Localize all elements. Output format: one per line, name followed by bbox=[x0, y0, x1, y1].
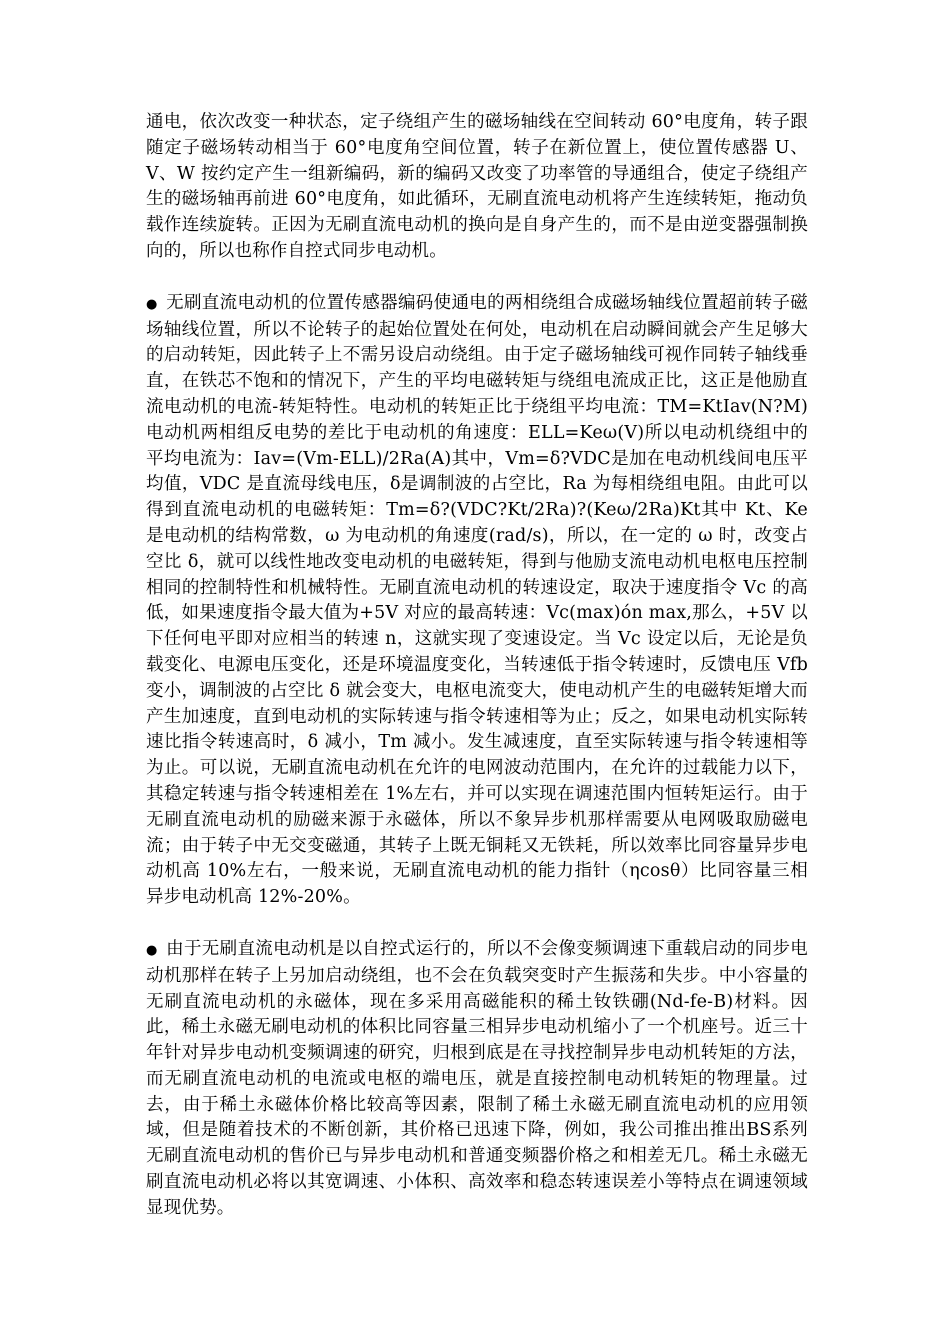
paragraph-1 bbox=[146, 110, 808, 265]
bullet-icon: ● bbox=[146, 942, 158, 958]
paragraph-gap bbox=[146, 265, 808, 291]
paragraph-gap bbox=[146, 911, 808, 937]
paragraph-1-text: 通电，依次改变一种状态，定子绕组产生的磁场轴线在空间转动 60°电度角，转子跟随定子磁场转动相当于 60°电度角空间位置，转子在新位置上，使位置传感器 U、V、W 按约定产生一组新编码，新的编码又改变了功率管的导通组合，使定子绕组产生的磁场轴再前进 60°电度角，如此循环，无刷直流电动机将产生连续转矩，拖动负载作连续旋转。正因为无刷直流电动机的换向是自身产生的，而不是由逆变器强制换向的，所以也称作自控式同步电动机。 bbox=[146, 112, 808, 261]
paragraph-3 bbox=[146, 937, 808, 1222]
bullet-icon: ● bbox=[146, 296, 158, 312]
paragraph-2-text: 无刷直流电动机的位置传感器编码使通电的两相绕组合成磁场轴线位置超前转子磁场轴线位置，所以不论转子的起始位置处在何处，电动机在启动瞬间就会产生足够大的启动转矩，因此转子上不需另设启动绕组。由于定子磁场轴线可视作同转子轴线垂直，在铁芯不饱和的情况下，产生的平均电磁转矩与绕组电流成正比，这正是他励直流电动机的电流-转矩特性。电动机的转矩正比于绕组平均电流：TM=KtIav(N?M) 电动机两相组反电势的差比于电动机的角速度：ELL=Keω(V)所以电动机绕组中的平均电流为：Iav=(Vm-ELL)/2Ra(A)其中，Vm=δ?VDC是加在电动机线间电压平均值，VDC 是直流母线电压，δ是调制波的占空比，Ra 为每相绕组电阻。由此可以得到直流电动机的电磁转矩：Tm=δ?(VDC?Kt/2Ra)?(Keω/2Ra)Kt其中 Kt、Ke 是电动机的结构常数，ω 为电动机的角速度(rad/s)，所以，在一定的 ω 时，改变占空比 δ，就可以线性地改变电动机的电磁转矩，得到与他励支流电动机电枢电压控制相同的控制特性和机械特性。无刷直流电动机的转速设定，取决于速度指令 Vc 的高低，如果速度指令最大值为+5V 对应的最高转速：Vc(max)ón max,那么，+5V 以下任何电平即对应相当的转速 n，这就实现了变速设定。当 Vc 设定以后，无论是负载变化、电源电压变化，还是环境温度变化，当转速低于指令转速时，反馈电压 Vfb 变小，调制波的占空比 δ 就会变大，电枢电流变大，使电动机产生的电磁转矩增大而产生加速度，直到电动机的实际转速与指令转速相等为止；反之，如果电动机实际转速比指令转速高时，δ 减小，Tm 减小。发生减速度，直至实际转速与指令转速相等为止。可以说，无刷直流电动机在允许的电网波动范围内，在允许的过载能力以下，其稳定转速与指令转速相差在 1%左右，并可以实现在调速范围内恒转矩运行。由于无刷直流电动机的励磁来源于永磁体，所以不象异步机那样需要从电网吸取励磁电流；由于转子中无交变磁通，其转子上既无铜耗又无铁耗，所以效率比同容量异步电动机高 10%左右，一般来说，无刷直流电动机的能力指针（ηcosθ）比同容量三相异步电动机高 12%-20%。 bbox=[146, 292, 808, 908]
paragraph-2 bbox=[146, 291, 808, 911]
document-body bbox=[146, 110, 808, 1222]
paragraph-3-text: 由于无刷直流电动机是以自控式运行的，所以不会像变频调速下重载启动的同步电动机那样在转子上另加启动绕组，也不会在负载突变时产生振荡和失步。中小容量的无刷直流电动机的永磁体，现在多采用高磁能积的稀土钕铁硼(Nd-fe-B)材料。因此，稀土永磁无刷电动机的体积比同容量三相异步电动机缩小了一个机座号。近三十年针对异步电动机变频调速的研究，归根到底是在寻找控制异步电动机转矩的方法，而无刷直流电动机的电流或电枢的端电压，就是直接控制电动机转矩的物理量。过去，由于稀土永磁体价格比较高等因素，限制了稀土永磁无刷直流电动机的应用领域，但是随着技术的不断创新，其价格已迅速下降，例如，我公司推出推出BS系列无刷直流电动机的售价已与异步电动机和普通变频器价格之和相差无几。稀土永磁无刷直流电动机必将以其宽调速、小体积、高效率和稳态转速误差小等特点在调速领域显现优势。 bbox=[146, 938, 808, 1218]
